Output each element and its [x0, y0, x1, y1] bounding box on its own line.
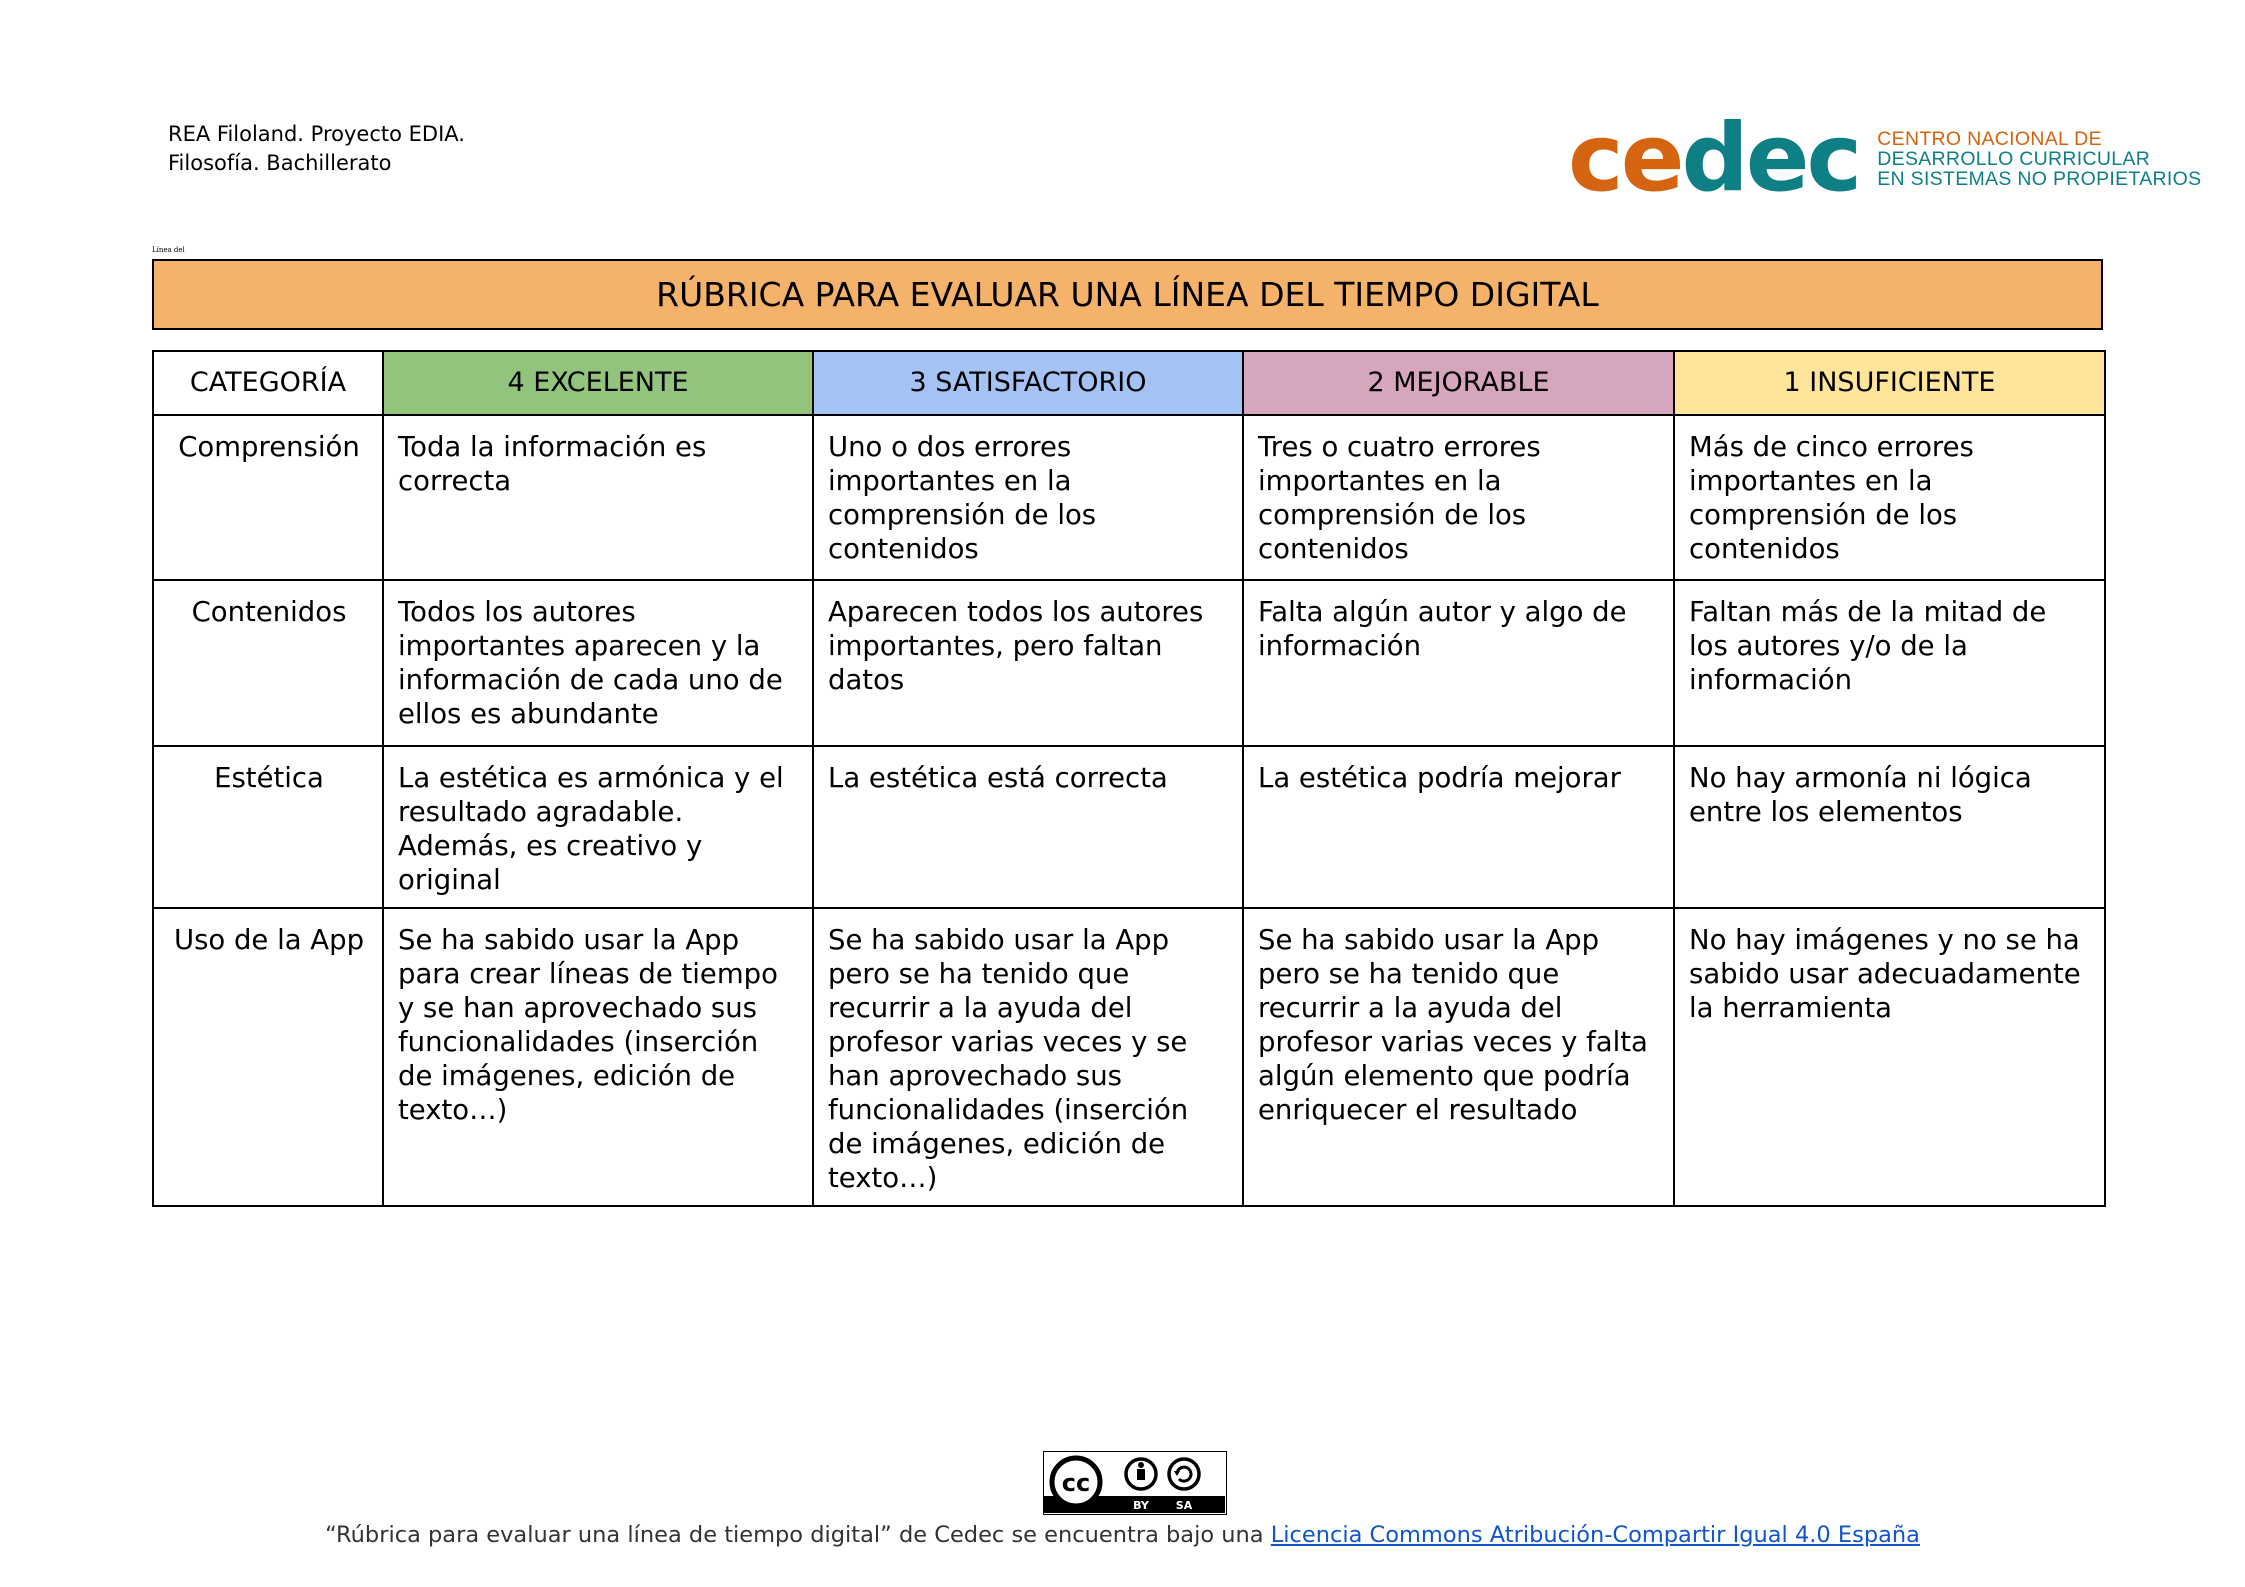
rubric-table — [152, 350, 2106, 1207]
license-footer — [0, 1522, 2245, 1548]
cc-by-sa-badge — [1043, 1451, 1227, 1515]
tiny-note: Línea del — [152, 246, 185, 254]
table-cell: Uno o dos errores importantes en la comprensión de los contenidos — [813, 415, 1243, 580]
header-insuficiente: 1 INSUFICIENTE — [1674, 351, 2105, 415]
table-cell: Se ha sabido usar la App pero se ha tenido que recurrir a la ayuda del profesor varias veces y falta algún elemento que podría enriquecer el resultado — [1243, 908, 1674, 1206]
table-cell: Aparecen todos los autores importantes, pero faltan datos — [813, 580, 1243, 746]
table-cell: Falta algún autor y algo de información — [1243, 580, 1674, 746]
cc-license-icon — [1044, 1452, 1225, 1513]
table-cell: Se ha sabido usar la App pero se ha tenido que recurrir a la ayuda del profesor varias veces y se han aprovechado sus funcionalidades (inserción de imágenes, edición de texto…) — [813, 908, 1243, 1206]
document-header — [168, 120, 465, 178]
header-project: REA Filoland. Proyecto EDIA. — [168, 122, 465, 146]
table-cell: La estética podría mejorar — [1243, 746, 1674, 908]
header-satisfactorio: 3 SATISFACTORIO — [813, 351, 1243, 415]
badge-sa: SA — [1175, 1499, 1193, 1512]
svg-text:cc: cc — [1061, 1469, 1091, 1497]
table-cell: No hay imágenes y no se ha sabido usar adecuadamente la herramienta — [1674, 908, 2105, 1206]
rubric-title: RÚBRICA PARA EVALUAR UNA LÍNEA DEL TIEMPO DIGITAL — [152, 259, 2103, 330]
license-link[interactable]: Licencia Commons Atribución-Compartir Igual 4.0 España — [1270, 1522, 1920, 1548]
badge-by: BY — [1133, 1499, 1149, 1512]
rubric-header-row — [153, 351, 2105, 415]
row-category: Contenidos — [153, 580, 383, 746]
table-row — [153, 580, 2105, 746]
table-cell: Todos los autores importantes aparecen y la información de cada uno de ellos es abundante — [383, 580, 813, 746]
table-row — [153, 415, 2105, 580]
header-excelente: 4 EXCELENTE — [383, 351, 813, 415]
cedec-logo-word: cedec — [1568, 104, 1860, 213]
table-cell: No hay armonía ni lógica entre los elementos — [1674, 746, 2105, 908]
table-cell: Tres o cuatro errores importantes en la comprensión de los contenidos — [1243, 415, 1674, 580]
row-category: Comprensión — [153, 415, 383, 580]
row-category: Uso de la App — [153, 908, 383, 1206]
header-subject: Filosofía. Bachillerato — [168, 151, 392, 175]
header-mejorable: 2 MEJORABLE — [1243, 351, 1674, 415]
table-cell: Faltan más de la mitad de los autores y/o de la información — [1674, 580, 2105, 746]
cedec-logo — [1568, 104, 2202, 213]
table-row — [153, 908, 2105, 1206]
header-categoria: CATEGORÍA — [153, 351, 383, 415]
table-cell: La estética está correcta — [813, 746, 1243, 908]
table-cell: La estética es armónica y el resultado agradable. Además, es creativo y original — [383, 746, 813, 908]
row-category: Estética — [153, 746, 383, 908]
license-statement: “Rúbrica para evaluar una línea de tiempo digital” de Cedec se encuentra bajo una — [325, 1522, 1271, 1548]
table-cell: Toda la información es correcta — [383, 415, 813, 580]
table-cell: Más de cinco errores importantes en la comprensión de los contenidos — [1674, 415, 2105, 580]
table-row — [153, 746, 2105, 908]
cedec-logo-subtitle: CENTRO NACIONAL DE DESARROLLO CURRICULAR EN SISTEMAS NO PROPIETARIOS — [1877, 128, 2202, 190]
table-cell: Se ha sabido usar la App para crear líneas de tiempo y se han aprovechado sus funcionalidades (inserción de imágenes, edición de texto…) — [383, 908, 813, 1206]
